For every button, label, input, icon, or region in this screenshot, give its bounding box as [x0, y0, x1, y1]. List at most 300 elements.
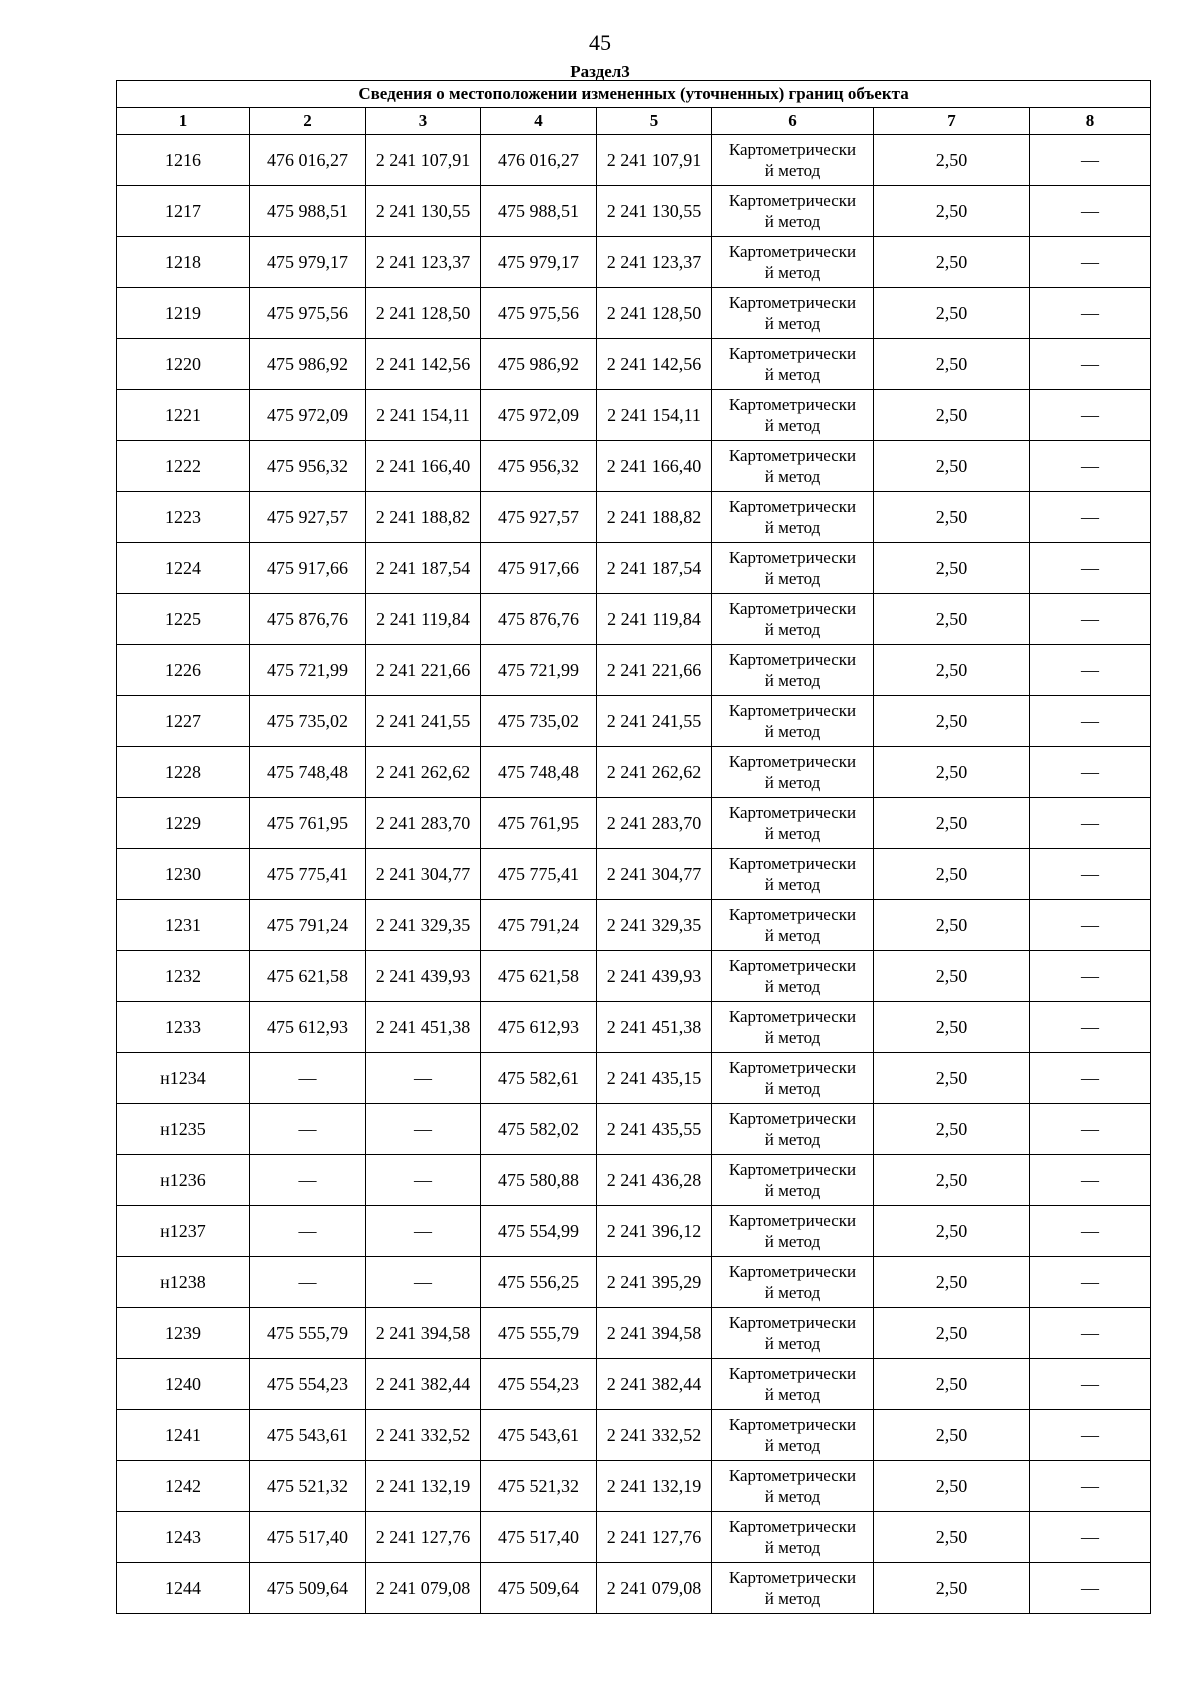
x-old-cell: 476 016,27 [250, 135, 366, 186]
method-cell [712, 1002, 874, 1053]
y-old-cell: 2 241 262,62 [366, 747, 481, 798]
point-number-cell: 1233 [117, 1002, 250, 1053]
table-row [117, 1359, 1151, 1410]
column-number: 8 [1030, 108, 1151, 135]
method-line: й метод [764, 569, 821, 588]
x-old-cell: 475 612,93 [250, 1002, 366, 1053]
table-row [117, 1410, 1151, 1461]
method-line: Картометрически [728, 1160, 857, 1179]
column-number: 3 [366, 108, 481, 135]
method-line: й метод [764, 620, 821, 639]
method-line: Картометрически [728, 1109, 857, 1128]
method-line: Картометрически [728, 1313, 857, 1332]
y-old-cell: — [366, 1257, 481, 1308]
method-cell [712, 1206, 874, 1257]
accuracy-cell: 2,50 [874, 441, 1030, 492]
point-number-cell: н1234 [117, 1053, 250, 1104]
x-new-cell: 475 543,61 [481, 1410, 597, 1461]
method-line: Картометрически [728, 650, 857, 669]
x-old-cell: — [250, 1155, 366, 1206]
y-old-cell: 2 241 127,76 [366, 1512, 481, 1563]
y-old-cell: 2 241 166,40 [366, 441, 481, 492]
x-new-cell: 475 956,32 [481, 441, 597, 492]
x-new-cell: 475 612,93 [481, 1002, 597, 1053]
table-row [117, 237, 1151, 288]
y-new-cell: 2 241 283,70 [597, 798, 712, 849]
y-old-cell: — [366, 1206, 481, 1257]
x-new-cell: 475 556,25 [481, 1257, 597, 1308]
accuracy-cell: 2,50 [874, 1155, 1030, 1206]
x-new-cell: 476 016,27 [481, 135, 597, 186]
method-line: й метод [764, 1589, 821, 1608]
accuracy-cell: 2,50 [874, 645, 1030, 696]
y-new-cell: 2 241 241,55 [597, 696, 712, 747]
method-cell [712, 135, 874, 186]
method-line: Картометрически [728, 1262, 857, 1281]
description-cell: — [1030, 1155, 1151, 1206]
table-row [117, 543, 1151, 594]
column-number: 5 [597, 108, 712, 135]
point-number-cell: 1225 [117, 594, 250, 645]
x-old-cell: — [250, 1257, 366, 1308]
method-line: й метод [764, 467, 821, 486]
point-number-cell: 1216 [117, 135, 250, 186]
y-new-cell: 2 241 304,77 [597, 849, 712, 900]
x-old-cell: — [250, 1206, 366, 1257]
x-old-cell: 475 721,99 [250, 645, 366, 696]
y-new-cell: 2 241 107,91 [597, 135, 712, 186]
accuracy-cell: 2,50 [874, 135, 1030, 186]
method-line: Картометрически [728, 1466, 857, 1485]
x-new-cell: 475 554,23 [481, 1359, 597, 1410]
point-number-cell: 1219 [117, 288, 250, 339]
method-line: Картометрически [728, 1058, 857, 1077]
y-old-cell: 2 241 332,52 [366, 1410, 481, 1461]
x-new-cell: 475 554,99 [481, 1206, 597, 1257]
method-cell [712, 1308, 874, 1359]
table-row [117, 594, 1151, 645]
y-old-cell: — [366, 1104, 481, 1155]
accuracy-cell: 2,50 [874, 1359, 1030, 1410]
method-line: Картометрически [728, 242, 857, 261]
method-line: Картометрически [728, 599, 857, 618]
x-old-cell: 475 979,17 [250, 237, 366, 288]
method-line: й метод [764, 161, 821, 180]
description-cell: — [1030, 1308, 1151, 1359]
x-new-cell: 475 927,57 [481, 492, 597, 543]
method-line: й метод [764, 722, 821, 741]
description-cell: — [1030, 1461, 1151, 1512]
method-cell [712, 645, 874, 696]
x-old-cell: 475 761,95 [250, 798, 366, 849]
y-old-cell: 2 241 188,82 [366, 492, 481, 543]
page-number: 45 [589, 30, 611, 55]
method-cell [712, 1104, 874, 1155]
coordinates-table [116, 80, 1151, 1614]
table-row [117, 1461, 1151, 1512]
method-line: Картометрически [728, 446, 857, 465]
method-line: Картометрически [728, 854, 857, 873]
accuracy-cell: 2,50 [874, 390, 1030, 441]
method-cell [712, 441, 874, 492]
accuracy-cell: 2,50 [874, 900, 1030, 951]
description-cell: — [1030, 1053, 1151, 1104]
method-cell [712, 900, 874, 951]
x-new-cell: 475 735,02 [481, 696, 597, 747]
y-new-cell: 2 241 142,56 [597, 339, 712, 390]
column-number: 4 [481, 108, 597, 135]
y-old-cell: — [366, 1053, 481, 1104]
x-old-cell: 475 621,58 [250, 951, 366, 1002]
x-new-cell: 475 521,32 [481, 1461, 597, 1512]
x-new-cell: 475 761,95 [481, 798, 597, 849]
table-row [117, 1512, 1151, 1563]
method-line: Картометрически [728, 1517, 857, 1536]
x-old-cell: 475 543,61 [250, 1410, 366, 1461]
y-new-cell: 2 241 395,29 [597, 1257, 712, 1308]
description-cell: — [1030, 594, 1151, 645]
y-old-cell: 2 241 079,08 [366, 1563, 481, 1614]
table-row [117, 645, 1151, 696]
description-cell: — [1030, 849, 1151, 900]
accuracy-cell: 2,50 [874, 186, 1030, 237]
description-cell: — [1030, 441, 1151, 492]
section-title: Раздел3 [570, 62, 630, 81]
description-cell: — [1030, 288, 1151, 339]
description-cell: — [1030, 339, 1151, 390]
method-cell [712, 186, 874, 237]
y-new-cell: 2 241 329,35 [597, 900, 712, 951]
method-line: Картометрически [728, 803, 857, 822]
method-line: й метод [764, 875, 821, 894]
y-old-cell: 2 241 128,50 [366, 288, 481, 339]
method-cell [712, 798, 874, 849]
method-cell [712, 390, 874, 441]
x-new-cell: 475 775,41 [481, 849, 597, 900]
x-new-cell: 475 582,61 [481, 1053, 597, 1104]
accuracy-cell: 2,50 [874, 288, 1030, 339]
method-line: Картометрически [728, 956, 857, 975]
method-line: Картометрически [728, 191, 857, 210]
method-cell [712, 1563, 874, 1614]
table-row [117, 339, 1151, 390]
y-old-cell: 2 241 187,54 [366, 543, 481, 594]
x-old-cell: 475 775,41 [250, 849, 366, 900]
method-line: й метод [764, 1487, 821, 1506]
method-line: й метод [764, 1232, 821, 1251]
point-number-cell: 1227 [117, 696, 250, 747]
method-line: й метод [764, 1130, 821, 1149]
accuracy-cell: 2,50 [874, 543, 1030, 594]
x-old-cell: 475 975,56 [250, 288, 366, 339]
y-new-cell: 2 241 130,55 [597, 186, 712, 237]
accuracy-cell: 2,50 [874, 1002, 1030, 1053]
y-old-cell: 2 241 142,56 [366, 339, 481, 390]
method-line: й метод [764, 926, 821, 945]
table-row [117, 1155, 1151, 1206]
x-new-cell: 475 972,09 [481, 390, 597, 441]
y-old-cell: 2 241 283,70 [366, 798, 481, 849]
description-cell: — [1030, 492, 1151, 543]
method-line: й метод [764, 416, 821, 435]
y-new-cell: 2 241 166,40 [597, 441, 712, 492]
method-line: й метод [764, 1283, 821, 1302]
description-cell: — [1030, 135, 1151, 186]
table-row [117, 1053, 1151, 1104]
x-old-cell: 475 521,32 [250, 1461, 366, 1512]
method-cell [712, 747, 874, 798]
description-cell: — [1030, 543, 1151, 594]
method-line: Картометрически [728, 293, 857, 312]
x-old-cell: 475 517,40 [250, 1512, 366, 1563]
method-line: й метод [764, 773, 821, 792]
method-line: й метод [764, 824, 821, 843]
method-cell [712, 1461, 874, 1512]
accuracy-cell: 2,50 [874, 1563, 1030, 1614]
y-new-cell: 2 241 436,28 [597, 1155, 712, 1206]
description-cell: — [1030, 951, 1151, 1002]
y-old-cell: 2 241 221,66 [366, 645, 481, 696]
x-old-cell: 475 876,76 [250, 594, 366, 645]
table-row [117, 1206, 1151, 1257]
method-line: й метод [764, 263, 821, 282]
method-cell [712, 492, 874, 543]
accuracy-cell: 2,50 [874, 1206, 1030, 1257]
column-number: 1 [117, 108, 250, 135]
y-new-cell: 2 241 439,93 [597, 951, 712, 1002]
y-old-cell: — [366, 1155, 481, 1206]
point-number-cell: 1241 [117, 1410, 250, 1461]
y-old-cell: 2 241 123,37 [366, 237, 481, 288]
method-cell [712, 1053, 874, 1104]
method-line: й метод [764, 518, 821, 537]
accuracy-cell: 2,50 [874, 849, 1030, 900]
x-new-cell: 475 917,66 [481, 543, 597, 594]
method-cell [712, 1257, 874, 1308]
method-cell [712, 237, 874, 288]
x-old-cell: 475 735,02 [250, 696, 366, 747]
accuracy-cell: 2,50 [874, 951, 1030, 1002]
accuracy-cell: 2,50 [874, 798, 1030, 849]
y-new-cell: 2 241 188,82 [597, 492, 712, 543]
y-old-cell: 2 241 439,93 [366, 951, 481, 1002]
y-new-cell: 2 241 332,52 [597, 1410, 712, 1461]
description-cell: — [1030, 1359, 1151, 1410]
description-cell: — [1030, 1512, 1151, 1563]
point-number-cell: 1244 [117, 1563, 250, 1614]
method-cell [712, 543, 874, 594]
description-cell: — [1030, 645, 1151, 696]
method-cell [712, 594, 874, 645]
method-line: Картометрически [728, 344, 857, 363]
x-new-cell: 475 876,76 [481, 594, 597, 645]
x-old-cell: 475 509,64 [250, 1563, 366, 1614]
method-line: й метод [764, 1028, 821, 1047]
table-row [117, 390, 1151, 441]
method-line: Картометрически [728, 1568, 857, 1587]
method-line: Картометрически [728, 548, 857, 567]
y-old-cell: 2 241 130,55 [366, 186, 481, 237]
x-new-cell: 475 509,64 [481, 1563, 597, 1614]
y-new-cell: 2 241 154,11 [597, 390, 712, 441]
table-row [117, 798, 1151, 849]
y-old-cell: 2 241 451,38 [366, 1002, 481, 1053]
point-number-cell: 1240 [117, 1359, 250, 1410]
method-line: Картометрически [728, 395, 857, 414]
point-number-cell: 1221 [117, 390, 250, 441]
y-new-cell: 2 241 128,50 [597, 288, 712, 339]
table-row [117, 186, 1151, 237]
method-line: Картометрически [728, 701, 857, 720]
y-old-cell: 2 241 241,55 [366, 696, 481, 747]
x-new-cell: 475 582,02 [481, 1104, 597, 1155]
x-new-cell: 475 621,58 [481, 951, 597, 1002]
point-number-cell: 1229 [117, 798, 250, 849]
description-cell: — [1030, 1410, 1151, 1461]
point-number-cell: 1226 [117, 645, 250, 696]
method-line: Картометрически [728, 497, 857, 516]
description-cell: — [1030, 1104, 1151, 1155]
method-line: й метод [764, 1334, 821, 1353]
table-title: Сведения о местоположении измененных (уточненных) границ объекта [117, 81, 1151, 108]
description-cell: — [1030, 696, 1151, 747]
description-cell: — [1030, 237, 1151, 288]
description-cell: — [1030, 1257, 1151, 1308]
y-new-cell: 2 241 382,44 [597, 1359, 712, 1410]
description-cell: — [1030, 798, 1151, 849]
y-old-cell: 2 241 394,58 [366, 1308, 481, 1359]
table-row [117, 441, 1151, 492]
method-line: й метод [764, 212, 821, 231]
accuracy-cell: 2,50 [874, 696, 1030, 747]
y-old-cell: 2 241 154,11 [366, 390, 481, 441]
table-row [117, 492, 1151, 543]
column-number: 6 [712, 108, 874, 135]
accuracy-cell: 2,50 [874, 339, 1030, 390]
accuracy-cell: 2,50 [874, 1104, 1030, 1155]
method-line: й метод [764, 1385, 821, 1404]
table-row [117, 1308, 1151, 1359]
description-cell: — [1030, 390, 1151, 441]
x-new-cell: 475 986,92 [481, 339, 597, 390]
x-old-cell: 475 956,32 [250, 441, 366, 492]
x-old-cell: 475 791,24 [250, 900, 366, 951]
y-new-cell: 2 241 396,12 [597, 1206, 712, 1257]
point-number-cell: 1230 [117, 849, 250, 900]
method-line: Картометрически [728, 140, 857, 159]
x-old-cell: 475 988,51 [250, 186, 366, 237]
point-number-cell: н1235 [117, 1104, 250, 1155]
accuracy-cell: 2,50 [874, 1512, 1030, 1563]
point-number-cell: н1236 [117, 1155, 250, 1206]
x-old-cell: 475 748,48 [250, 747, 366, 798]
point-number-cell: 1243 [117, 1512, 250, 1563]
y-new-cell: 2 241 435,55 [597, 1104, 712, 1155]
y-new-cell: 2 241 221,66 [597, 645, 712, 696]
description-cell: — [1030, 186, 1151, 237]
method-line: й метод [764, 1079, 821, 1098]
description-cell: — [1030, 747, 1151, 798]
column-number: 2 [250, 108, 366, 135]
table-row [117, 288, 1151, 339]
accuracy-cell: 2,50 [874, 747, 1030, 798]
y-old-cell: 2 241 382,44 [366, 1359, 481, 1410]
description-cell: — [1030, 900, 1151, 951]
method-line: й метод [764, 1181, 821, 1200]
table-row [117, 696, 1151, 747]
accuracy-cell: 2,50 [874, 492, 1030, 543]
point-number-cell: 1224 [117, 543, 250, 594]
accuracy-cell: 2,50 [874, 1053, 1030, 1104]
method-line: й метод [764, 1436, 821, 1455]
method-cell [712, 696, 874, 747]
table-row [117, 1563, 1151, 1614]
point-number-cell: 1218 [117, 237, 250, 288]
table-row [117, 1104, 1151, 1155]
accuracy-cell: 2,50 [874, 237, 1030, 288]
method-cell [712, 288, 874, 339]
x-new-cell: 475 988,51 [481, 186, 597, 237]
point-number-cell: 1242 [117, 1461, 250, 1512]
x-new-cell: 475 979,17 [481, 237, 597, 288]
y-new-cell: 2 241 262,62 [597, 747, 712, 798]
x-old-cell: — [250, 1104, 366, 1155]
method-line: Картометрически [728, 1415, 857, 1434]
y-new-cell: 2 241 394,58 [597, 1308, 712, 1359]
x-old-cell: — [250, 1053, 366, 1104]
point-number-cell: 1239 [117, 1308, 250, 1359]
x-new-cell: 475 748,48 [481, 747, 597, 798]
point-number-cell: 1217 [117, 186, 250, 237]
x-new-cell: 475 721,99 [481, 645, 597, 696]
method-cell [712, 1155, 874, 1206]
table-row [117, 849, 1151, 900]
method-cell [712, 339, 874, 390]
point-number-cell: н1238 [117, 1257, 250, 1308]
table-row [117, 747, 1151, 798]
x-new-cell: 475 517,40 [481, 1512, 597, 1563]
x-new-cell: 475 791,24 [481, 900, 597, 951]
table-row [117, 1002, 1151, 1053]
description-cell: — [1030, 1563, 1151, 1614]
accuracy-cell: 2,50 [874, 594, 1030, 645]
accuracy-cell: 2,50 [874, 1257, 1030, 1308]
x-old-cell: 475 555,79 [250, 1308, 366, 1359]
column-number-row [117, 108, 1151, 135]
column-number: 7 [874, 108, 1030, 135]
point-number-cell: 1223 [117, 492, 250, 543]
y-new-cell: 2 241 079,08 [597, 1563, 712, 1614]
method-line: й метод [764, 977, 821, 996]
x-new-cell: 475 555,79 [481, 1308, 597, 1359]
point-number-cell: 1228 [117, 747, 250, 798]
table-row [117, 900, 1151, 951]
x-old-cell: 475 972,09 [250, 390, 366, 441]
table-row [117, 951, 1151, 1002]
method-cell [712, 1410, 874, 1461]
y-old-cell: 2 241 329,35 [366, 900, 481, 951]
x-old-cell: 475 927,57 [250, 492, 366, 543]
method-line: Картометрически [728, 1364, 857, 1383]
y-new-cell: 2 241 435,15 [597, 1053, 712, 1104]
x-new-cell: 475 975,56 [481, 288, 597, 339]
y-old-cell: 2 241 107,91 [366, 135, 481, 186]
y-old-cell: 2 241 132,19 [366, 1461, 481, 1512]
y-new-cell: 2 241 127,76 [597, 1512, 712, 1563]
point-number-cell: н1237 [117, 1206, 250, 1257]
description-cell: — [1030, 1002, 1151, 1053]
description-cell: — [1030, 1206, 1151, 1257]
